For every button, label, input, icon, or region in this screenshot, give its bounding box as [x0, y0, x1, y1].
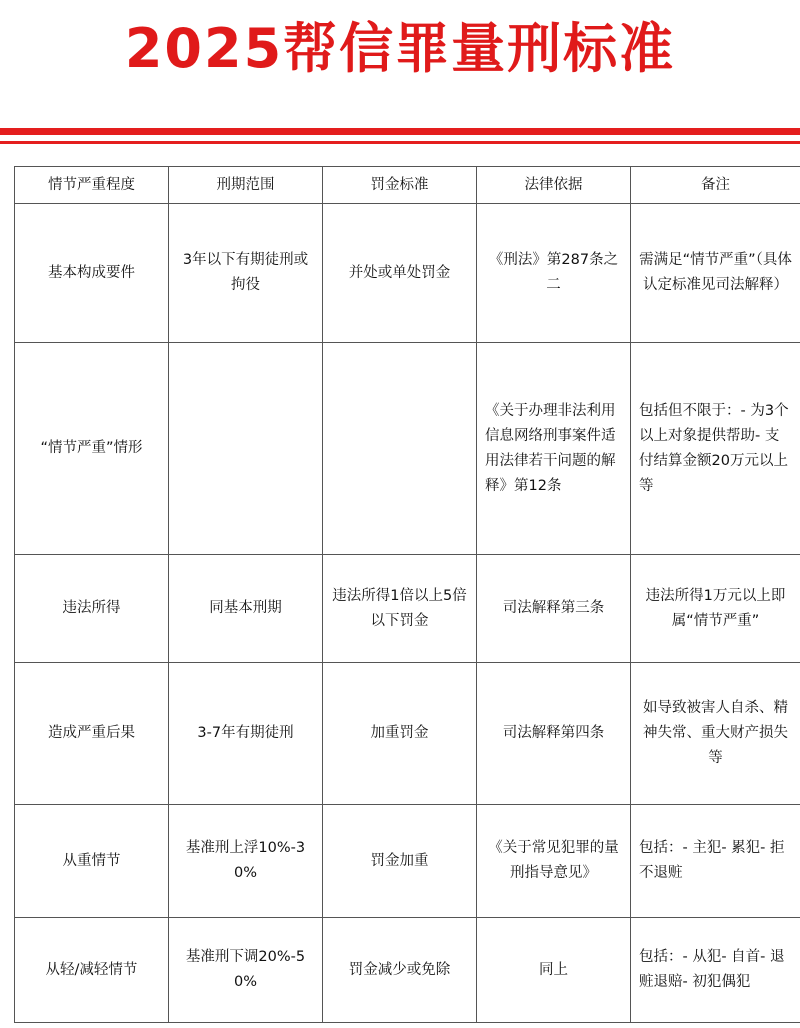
- cell-fine: 加重罚金: [323, 663, 477, 805]
- cell-legal-basis: 《刑法》第287条之二: [477, 204, 631, 343]
- cell-legal-basis: 同上: [477, 918, 631, 1023]
- header-term: 刑期范围: [169, 167, 323, 204]
- table-row: [15, 918, 800, 1023]
- page-title: 2025帮信罪量刑标准: [124, 17, 676, 80]
- cell-fine: 并处或单处罚金: [323, 204, 477, 343]
- cell-fine: 罚金减少或免除: [323, 918, 477, 1023]
- cell-remarks: 包括：- 主犯- 累犯- 拒不退赃: [631, 805, 800, 918]
- table-row: [15, 343, 800, 555]
- cell-fine: [323, 343, 477, 555]
- cell-term: 3年以下有期徒刑或拘役: [169, 204, 323, 343]
- cell-term: 基准刑上浮10%-30%: [169, 805, 323, 918]
- table-header-row: [15, 167, 800, 204]
- table-row: [15, 204, 800, 343]
- cell-legal-basis: 《关于常见犯罪的量刑指导意见》: [477, 805, 631, 918]
- cell-legal-basis: 司法解释第三条: [477, 555, 631, 663]
- cell-severity: 基本构成要件: [15, 204, 169, 343]
- cell-severity: “情节严重”情形: [15, 343, 169, 555]
- table-row: [15, 805, 800, 918]
- header-severity: 情节严重程度: [15, 167, 169, 204]
- cell-severity: 从轻/减轻情节: [15, 918, 169, 1023]
- cell-remarks: 如导致被害人自杀、精神失常、重大财产损失等: [631, 663, 800, 805]
- cell-remarks: 违法所得1万元以上即属“情节严重”: [631, 555, 800, 663]
- cell-remarks: 包括但不限于：- 为3个以上对象提供帮助- 支付结算金额20万元以上等: [631, 343, 800, 555]
- header-fine: 罚金标准: [323, 167, 477, 204]
- header-legal-basis: 法律依据: [477, 167, 631, 204]
- table-row: [15, 663, 800, 805]
- table-row: [15, 555, 800, 663]
- cell-severity: 从重情节: [15, 805, 169, 918]
- cell-term: 3-7年有期徒刑: [169, 663, 323, 805]
- cell-term: 基准刑下调20%-50%: [169, 918, 323, 1023]
- cell-term: 同基本刑期: [169, 555, 323, 663]
- cell-term: [169, 343, 323, 555]
- cell-fine: 罚金加重: [323, 805, 477, 918]
- sentencing-table: [14, 166, 800, 1023]
- cell-severity: 造成严重后果: [15, 663, 169, 805]
- cell-remarks: 包括：- 从犯- 自首- 退赃退赔- 初犯偶犯: [631, 918, 800, 1023]
- cell-fine: 违法所得1倍以上5倍以下罚金: [323, 555, 477, 663]
- cell-remarks: 需满足“情节严重”（具体认定标准见司法解释）: [631, 204, 800, 343]
- header-remarks: 备注: [631, 167, 800, 204]
- title-divider-thin: [0, 141, 800, 144]
- cell-legal-basis: 司法解释第四条: [477, 663, 631, 805]
- cell-severity: 违法所得: [15, 555, 169, 663]
- title-divider-thick: [0, 128, 800, 135]
- cell-legal-basis: 《关于办理非法利用信息网络刑事案件适用法律若干问题的解释》第12条: [477, 343, 631, 555]
